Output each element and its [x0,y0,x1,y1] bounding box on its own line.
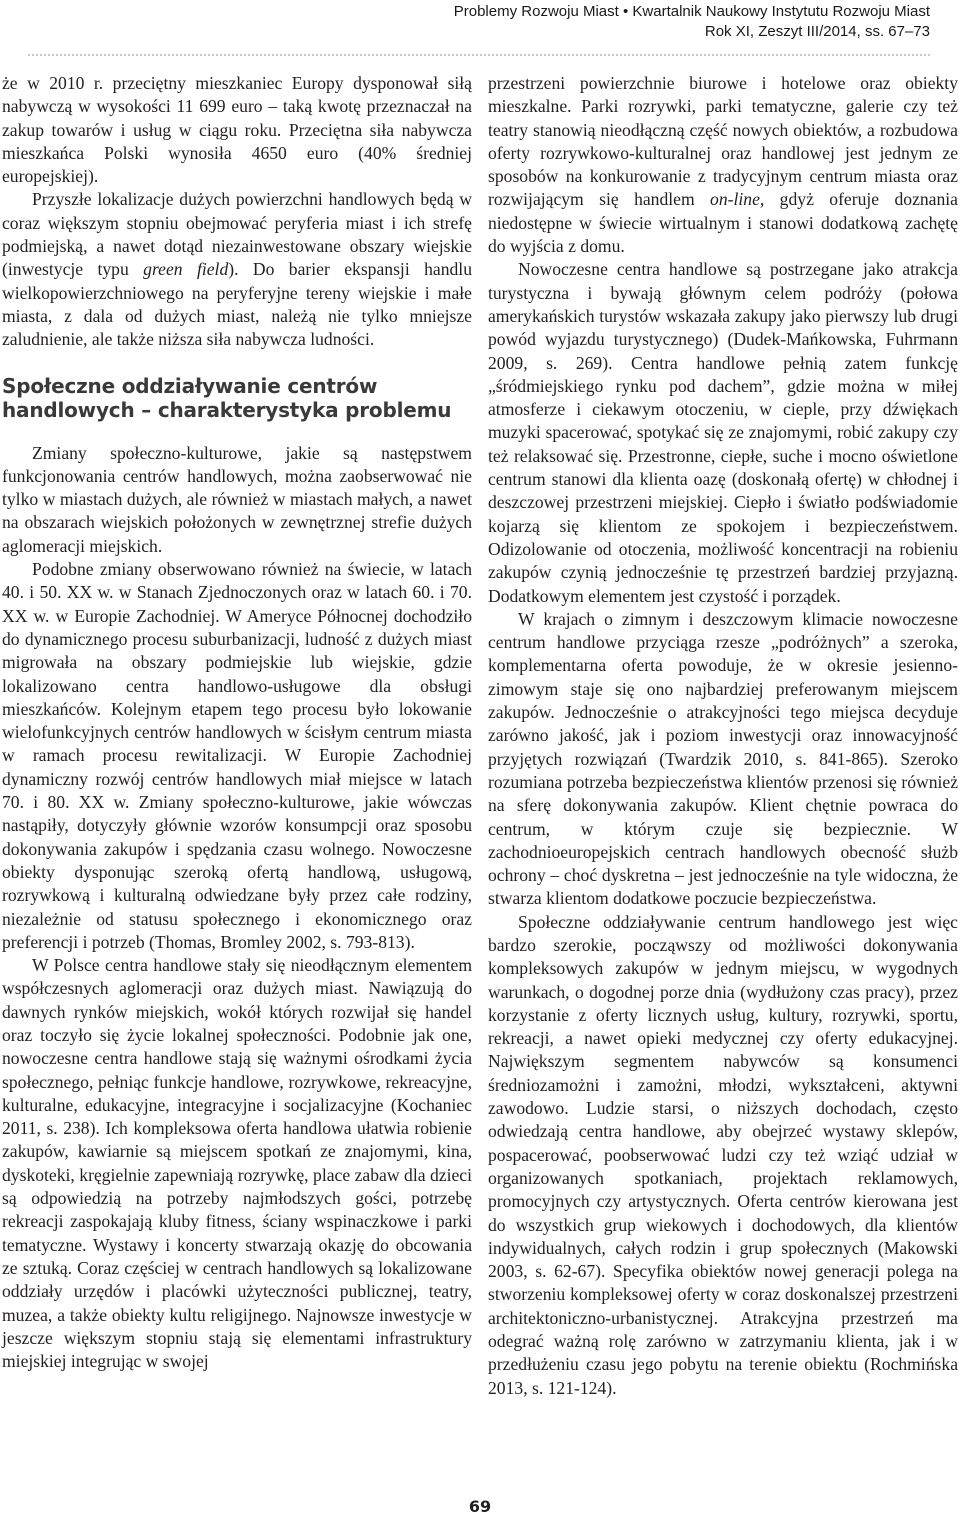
paragraph: Podobne zmiany obserwowano również na świecie, w latach 40. i 50. XX w. w Stanach Zjednoczonych oraz w latach 60. i 70. XX w. w Europie Zachodniej. W Ameryce Północnej dochodziło do dynamicznego procesu suburbanizacji, ludność z dużych miast migrowała na obszary podmiejskie lub wiejskie, gdzie lokalizowano centra handlowo-usługowe dla obsługi mieszkańców. Kolejnym etapem tego procesu było lokowanie wielofunkcyjnych centrów handlowych w ścisłym centrum miasta w ramach procesu rewitalizacji. W Europie Zachodniej dynamiczny rozwój centrów handlowych miał miejsce w latach 70. i 80. XX w. Zmiany społeczno-kulturowe, jakie wówczas nastąpiły, dotyczyły głównie wzorów konsumpcji oraz sposobu dokonywania zakupów i spędzania czasu wolnego. Nowoczesne obiekty dysponując szeroką ofertą handlową, usługową, rozrywkową i kulturalną odwiedzane były przez całe rodziny, niezależnie od statusu społecznego i ekonomicznego oraz preferencji i potrzeb (Thomas, Bromley 2002, s. 793-813). [2,559,472,952]
italic-term: green field [143,259,229,280]
heading-line: Społeczne oddziaływanie centrów [2,373,378,398]
paragraph [488,72,958,258]
page-number: 69 [468,1497,492,1516]
header-divider [28,54,930,56]
paragraph: Społeczne oddziaływanie centrum handlowego jest więc bardzo szerokie, począwszy od możliwości dokonywania kompleksowych zakupów w jednym miejscu, w wygodnych warunkach, o dogodnej porze dnia (wydłużony czas pracy), przez korzystanie z oferty licznych usług, kultury, rozrywki, sportu, rekreacji, a nawet opieki medycznej czy oferty edukacyjnej. Największym segmentem nabywców są konsumenci średniozamożni i zamożni, młodzi, wykształceni, aktywni zawodowo. Ludzie starsi, o niższych dochodach, często odwiedzają centra handlowe, aby obejrzeć wystawy sklepów, pospacerować, poobserwować ludzi czy też wziąć udział w organizowanych spotkaniach, projektach reklamowych, promocyjnych czy artystycznych. Oferta centrów kierowana jest do wszystkich grup wiekowych i dochodowych, dla klientów indywidualnych, całych rodzin i grup społecznych (Makowski 2003, s. 62-67). Specyfika obiektów nowej generacji polega na stworzeniu kompleksowej oferty w coraz doskonalszej przestrzeni architektoniczno-urbanistycznej. Atrakcyjna przestrzeń ma odegrać ważną rolę zarówno w zatrzymaniu klienta, jak i w przedłużeniu czasu jego pobytu na terenie obiektu (Rochmińska 2013, s. 121-124). [488,911,958,1398]
text-run: przestrzeni powierzchnie biurowe i hotelowe oraz obiekty mieszkalne. Parki rozrywki, parki tematyczne, galerie czy też teatry stanowią nieodłączną część nowych obiektów, a rozbudowa oferty rozrywkowo-kulturalnej oraz handlowej jest jednym ze sposobów na konkurowanie z tradycyjnym centrum miasta oraz rozwijającym się handlem [488,73,958,210]
left-column [2,72,472,1373]
running-head [454,2,930,42]
italic-term: on-line [710,189,760,210]
right-column [488,72,958,1400]
text-run: Przyszłe lokalizacje dużych powierzchni handlowych będą w coraz większym stopniu obejmować peryferia miast i ich strefę podmiejską, a nawet dotąd niezainwestowane obszary wiejskie (inwestycje typu [2,189,472,280]
paragraph: W krajach o zimnym i deszczowym klimacie nowoczesne centrum handlowe przyciąga rzesze „podróżnych” a szeroka, komplementarna oferta powoduje, że w okresie jesienno-zimowym staje się ono najbardziej preferowanym miejscem zakupów. Jednocześnie o atrakcyjności tego miejsca decyduje zarówno jakość, jak i poziom inwestycji oraz innowacyjność przyjętych rozwiązań (Twardzik 2010, s. 841-865). Szeroko rozumiana potrzeba bezpieczeństwa klientów przenosi się również na sferę dokonywania zakupów. Klient chętnie powraca do centrum, w którym czuje się bezpiecznie. W zachodnioeuropejskich centrach handlowych obecność służb ochrony – choć dyskretna – jest jednocześnie na tyle widoczna, że stwarza klientom dodatkowe poczucie bezpieczeństwa. [488,608,958,909]
text-run: , gdyż oferuje doznania niedostępne w świecie wirtualnym i stanowi dodatkową zachętę do wyjścia z domu. [488,189,958,257]
heading-line: handlowych – charakterystyka problemu [2,397,452,422]
paragraph [2,188,472,351]
section-heading [2,374,472,422]
paragraph: Nowoczesne centra handlowe są postrzegane jako atrakcja turystyczna i bywają głównym celem podróży (połowa amerykańskich turystów wskazała zakupy jako pierwszy lub drugi powód wyjazdu turystycznego) (Dudek-Mańkowska, Fuhrmann 2009, s. 269). Centra handlowe pełnią zatem funkcję „śródmiejskiego rynku pod dachem”, gdzie można w miłej atmosferze i ciekawym otoczeniu, w cieple, przy dźwiękach muzyki spacerować, spotykać się ze znajomymi, robić zakupy czy też relaksować się. Przestronne, ciepłe, suche i mocno oświetlone centrum stanowi dla klienta oazę (doskonałą ofertę) w chłodnej i deszczowej przestrzeni miejskiej. Ciepło i światło podświadomie kojarzą się klientom ze spokojem i bezpieczeństwem. Odizolowanie od otoczenia, możliwość koncentracji na robieniu zakupów czynią jednocześnie tę przestrzeń bardziej przyjazną. Dodatkowym elementem jest czystość i porządek. [488,259,958,606]
journal-title: Problemy Rozwoju Miast • Kwartalnik Naukowy Instytutu Rozwoju Miast [453,3,930,20]
text-run: ). Do barier ekspansji handlu wielkopowierzchniowego na peryferyjne tereny wiejskie i małe miasta, z dala od dużych miast, należą nie tylko mniejsze zaludnienie, ale także niższa siła nabywcza ludności. [2,259,472,350]
paragraph: W Polsce centra handlowe stały się nieodłącznym elementem współczesnych aglomeracji oraz dużych miast. Nawiązują do dawnych rynków miejskich, wokół których rozwijał się handel oraz toczyło się życie lokalnej społeczności. Podobnie jak one, nowoczesne centra handlowe stają się ważnymi ośrodkami życia społecznego, pełniąc funkcje handlowe, rozrywkowe, rekreacyjne, kulturalne, edukacyjne, integracyjne i socjalizacyjne (Kochaniec 2011, s. 238). Ich kompleksowa oferta handlowa ułatwia robienie zakupów, kawiarnie są miejscem spotkań ze znajomymi, kina, dyskoteki, kręgielnie zapewniają rozrywkę, place zabaw dla dzieci są odpowiedzią na potrzeby najmłodszych gości, potrzebę rekreacji zaspokajają kluby fitness, ściany wspinaczkowe i parki tematyczne. Wystawy i koncerty stwarzają okazję do obcowania ze sztuką. Coraz częściej w centrach handlowych są lokalizowane oddziały urzędów i placówki użyteczności publicznej, teatry, muzea, a także obiekty kultu religijnego. Najnowsze inwestycje w jeszcze większym stopniu stają się elementami infrastruktury miejskiej integrując w swojej [2,955,472,1372]
paragraph: Zmiany społeczno-kulturowe, jakie są następstwem funkcjonowania centrów handlowych, można zaobserwować nie tylko w miastach dużych, ale również w miastach małych, a nawet na obszarach wiejskich położonych w zewnętrznej strefie dużych aglomeracji miejskich. [2,442,472,556]
issue-info: Rok XI, Zeszyt III/2014, ss. 67–73 [704,23,930,40]
paragraph: że w 2010 r. przeciętny mieszkaniec Europy dysponował siłą nabywczą w wysokości 11 699 euro – taką kwotę przeznaczał na zakup towarów i usług w ciągu roku. Przeciętna siła nabywcza mieszkańca Polski wynosiła 4650 euro (40% średniej europejskiej). [2,73,472,187]
